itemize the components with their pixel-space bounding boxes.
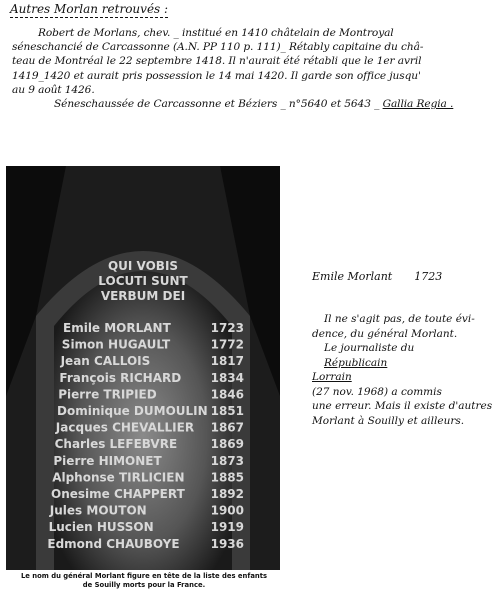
plaque-year: 1919 — [210, 520, 244, 535]
newspaper-name-cont: Lorrain — [312, 371, 352, 383]
caption-line: Le nom du général Morlant figure en tête de la liste des enfants — [20, 572, 268, 580]
plaque-year: 1772 — [210, 337, 244, 352]
plaque-inscription-line: LOCUTI SUNT — [98, 274, 188, 288]
plaque-name: François RICHARD — [59, 370, 182, 385]
side-title — [312, 270, 442, 283]
plaque-year: 1936 — [210, 536, 244, 551]
plaque-year: 1869 — [210, 437, 244, 452]
intro-line: 1419_1420 et aurait pris possession le 14 mai 1420. Il garde son office jusqu' — [12, 69, 421, 82]
plaque-year: 1834 — [210, 370, 244, 385]
plaque-name: Onesime CHAPPERT — [51, 487, 185, 501]
section-heading: Autres Morlan retrouvés : — [10, 2, 169, 16]
note-line: dence, du général Morlant. — [312, 327, 458, 340]
plaque-inscription-line: QUI VOBIS — [107, 259, 179, 273]
note-line — [312, 370, 494, 399]
note-text: (27 nov. 1968) a commis — [312, 385, 442, 398]
plaque-year: 1846 — [210, 387, 244, 402]
memorial-photo — [6, 166, 280, 570]
plaque-name: Simon HUGAULT — [61, 337, 171, 352]
plaque-year: 1851 — [210, 404, 244, 418]
plaque-year: 1817 — [210, 354, 244, 369]
memorial-plaque-image — [6, 166, 280, 570]
source-reference: Séneschaussée de Carcassonne et Béziers _ n°5640 et 5643 _ — [54, 98, 380, 111]
note-line: Il ne s'agit pas, de toute évi- — [324, 313, 475, 325]
plaque-name: Charles LEFEBVRE — [54, 437, 178, 452]
caption-line: de Souilly morts pour la France. — [82, 581, 206, 589]
plaque-year: 1723 — [210, 321, 244, 335]
plaque-name: Alphonse TIRLICIEN — [52, 470, 185, 485]
note-text: Le journaliste du — [324, 342, 415, 354]
plaque-name: Pierre TRIPIED — [58, 387, 157, 402]
plaque-year: 1900 — [210, 503, 244, 518]
intro-paragraph — [12, 26, 488, 111]
plaque-name: Jules MOUTON — [49, 503, 147, 518]
plaque-name: Pierre HIMONET — [53, 453, 162, 468]
note-line — [312, 341, 494, 370]
plaque-name: Emile MORLANT — [63, 321, 171, 335]
intro-line: Robert de Morlans, chev. _ institué en 1410 châtelain de Montroyal — [38, 27, 394, 39]
intro-line: au 9 août 1426. — [12, 83, 95, 96]
plaque-name: Dominique DUMOULIN — [57, 404, 208, 418]
plaque-name: Edmond CHAUBOYE — [47, 536, 180, 551]
intro-line: séneschancié de Carcassonne (A.N. PP 110 p. 111)_ Rétably capitaine du châ- — [12, 41, 424, 54]
intro-source-line — [12, 97, 488, 111]
plaque-year: 1885 — [210, 470, 244, 485]
source-title: Gallia Regia . — [382, 98, 454, 111]
side-title-name: Emile Morlant — [312, 270, 393, 283]
side-title-year: 1723 — [414, 270, 443, 283]
side-note — [312, 312, 494, 428]
plaque-name: Jacques CHEVALLIER — [55, 420, 195, 435]
plaque-year: 1867 — [210, 420, 244, 435]
plaque-name: Jean CALLOIS — [60, 354, 151, 369]
note-line: Morlant à Souilly et ailleurs. — [312, 414, 465, 427]
note-line: une erreur. Mais il existe d'autres — [312, 400, 493, 412]
plaque-name: Lucien HUSSON — [48, 520, 154, 535]
newspaper-name: Républicain — [324, 356, 388, 369]
plaque-inscription-line: VERBUM DEI — [100, 289, 186, 303]
photo-caption — [8, 572, 280, 590]
intro-line: teau de Montréal le 22 septembre 1418. Il n'aurait été rétabli que le 1er avril — [12, 55, 422, 68]
plaque-year: 1873 — [210, 453, 244, 468]
plaque-year: 1892 — [210, 487, 244, 501]
